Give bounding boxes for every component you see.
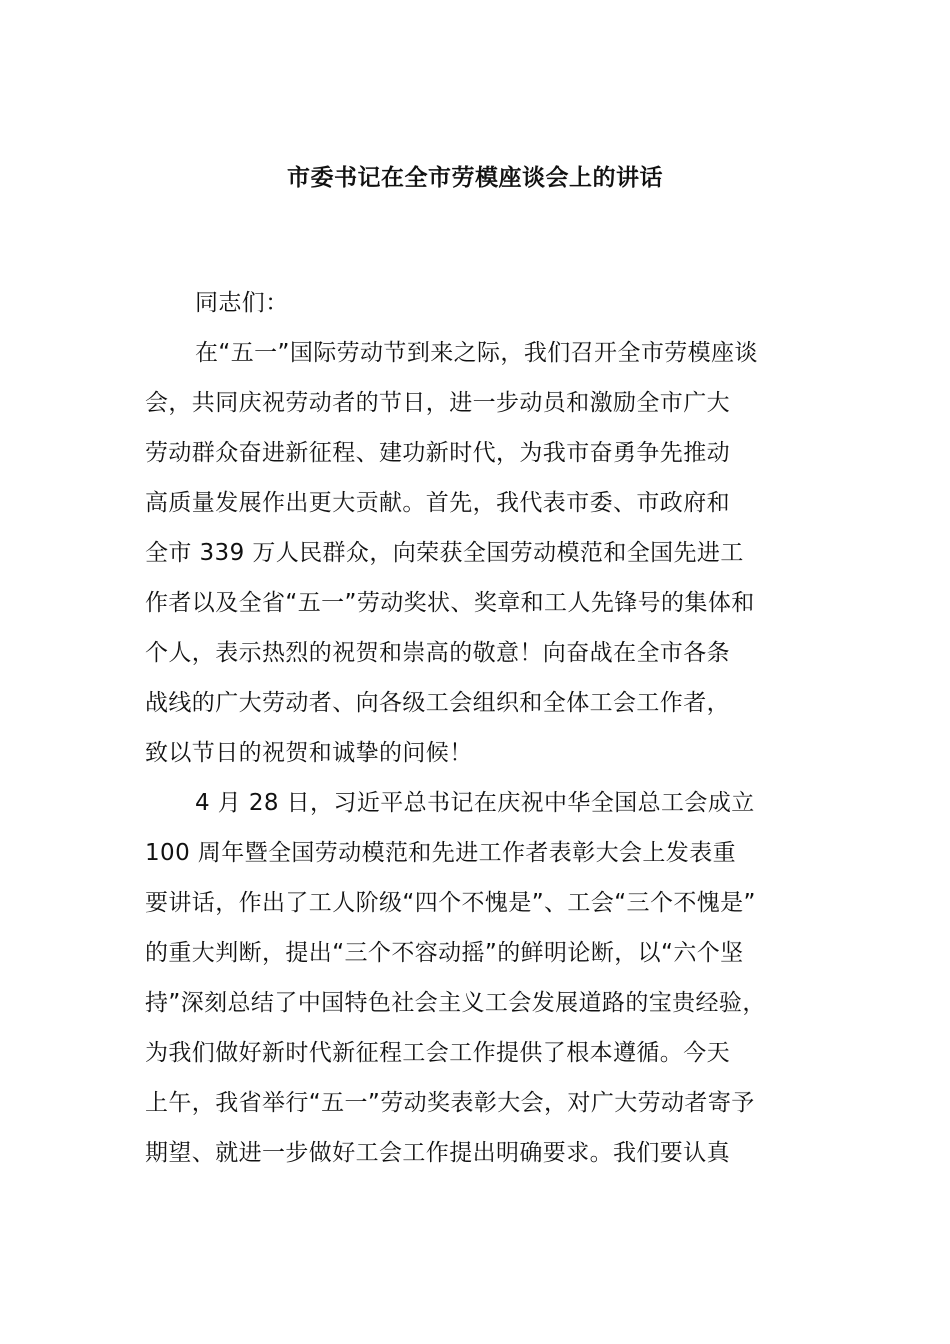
salutation-line: 同志们： <box>195 290 289 316</box>
paragraph-1-line-7: 个人，表示热烈的祝贺和崇高的敬意！向奋战在全市各条 <box>145 640 730 666</box>
page-title: 市委书记在全市劳模座谈会上的讲话 <box>287 165 663 191</box>
paragraph-2-line-1: 4 月 28 日，习近平总书记在庆祝中华全国总工会成立 <box>195 790 755 816</box>
paragraph-2-line-8: 期望、就进一步做好工会工作提出明确要求。我们要认真 <box>145 1140 730 1166</box>
paragraph-2-line-5: 持”深刻总结了中国特色社会主义工会发展道路的宝贵经验， <box>145 990 766 1016</box>
paragraph-2-line-3: 要讲话，作出了工人阶级“四个不愧是”、工会“三个不愧是” <box>145 890 756 916</box>
paragraph-2-line-6: 为我们做好新时代新征程工会工作提供了根本遵循。今天 <box>145 1040 730 1066</box>
paragraph-1-line-4: 高质量发展作出更大贡献。首先，我代表市委、市政府和 <box>145 490 730 516</box>
paragraph-1-line-2: 会，共同庆祝劳动者的节日，进一步动员和激励全市广大 <box>145 390 730 416</box>
paragraph-1-line-9: 致以节日的祝贺和诚挚的问候！ <box>145 740 473 766</box>
paragraph-2-line-2: 100 周年暨全国劳动模范和先进工作者表彰大会上发表重 <box>145 840 737 866</box>
paragraph-1-line-3: 劳动群众奋进新征程、建功新时代，为我市奋勇争先推动 <box>145 440 730 466</box>
paragraph-1-line-1: 在“五一”国际劳动节到来之际，我们召开全市劳模座谈 <box>195 340 758 366</box>
paragraph-1-line-8: 战线的广大劳动者、向各级工会组织和全体工会工作者， <box>145 690 730 716</box>
paragraph-1-line-5: 全市 339 万人民群众，向荣获全国劳动模范和全国先进工 <box>145 540 744 566</box>
document-body <box>145 278 825 1178</box>
paragraph-2-line-4: 的重大判断，提出“三个不容动摇”的鲜明论断，以“六个坚 <box>145 940 744 966</box>
paragraph-2-line-7: 上午，我省举行“五一”劳动奖表彰大会，对广大劳动者寄予 <box>145 1090 755 1116</box>
paragraph-1-line-6: 作者以及全省“五一”劳动奖状、奖章和工人先锋号的集体和 <box>145 590 755 616</box>
